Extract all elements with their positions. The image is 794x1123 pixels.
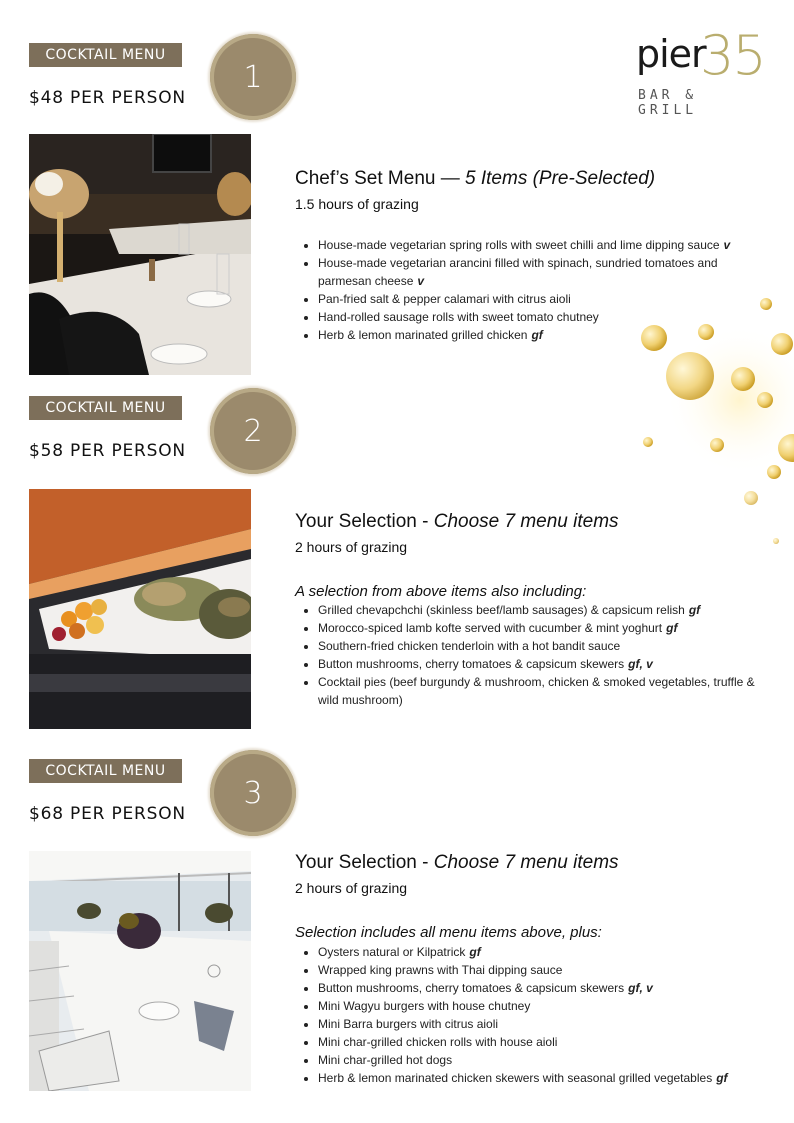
list-item: • Cocktail pies (beef burgundy & mushroom, chicken & smoked vegetables, truffle & wild mushroom): [318, 673, 778, 709]
list-item: • House-made vegetarian arancini filled with spinach, sundried tomatoes and parmesan cheese v: [318, 254, 758, 290]
list-item: • Button mushrooms, cherry tomatoes & capsicum skewers gf, v: [318, 655, 778, 673]
heading-text: Your Selection -: [295, 852, 434, 873]
logo-wordmark: pier: [636, 32, 706, 76]
restaurant-dining-photo: [29, 134, 251, 375]
heading-emphasis: Choose 7 menu items: [433, 511, 619, 532]
cocktail-menu-tag-3: COCKTAIL MENU: [29, 759, 182, 783]
list-item: • Southern-fried chicken tenderloin with a hot bandit sauce: [318, 637, 778, 655]
dietary-label: gf: [531, 328, 543, 342]
dietary-label: v: [417, 274, 425, 288]
dietary-label: v: [723, 238, 731, 252]
list-item: • Mini Wagyu burgers with house chutney: [318, 997, 778, 1015]
menu-item-list-1: [300, 236, 758, 344]
dietary-label: gf, v: [628, 981, 653, 995]
grazing-duration-2: 2 hours of grazing: [295, 539, 408, 555]
price-1: $48 PER PERSON: [29, 88, 186, 108]
list-item: • Herb & lemon marinated chicken skewers with seasonal grilled vegetables gf: [318, 1069, 778, 1087]
menu-number-badge-3: 3: [210, 750, 296, 836]
pier35-logo: [636, 24, 766, 118]
menu-item-list-3: [300, 943, 778, 1087]
list-item: • Mini Barra burgers with citrus aioli: [318, 1015, 778, 1033]
list-item: • Grilled chevapchchi (skinless beef/lamb sausages) & capsicum relish gf: [318, 601, 778, 619]
cocktail-menu-tag-2: COCKTAIL MENU: [29, 396, 182, 420]
heading-text: Chef’s Set Menu —: [295, 168, 466, 189]
menu-number-badge-2: 2: [210, 388, 296, 474]
logo-number: 35: [700, 24, 765, 87]
logo-subtitle: BAR & GRILL: [638, 88, 698, 118]
list-item: • Morocco-spiced lamb kofte served with cucumber & mint yoghurt gf: [318, 619, 778, 637]
list-item: • Wrapped king prawns with Thai dipping sauce: [318, 961, 778, 979]
heading-text: Your Selection -: [295, 511, 434, 532]
section-3-heading: [295, 852, 619, 874]
selection-intro-2: A selection from above items also including:: [295, 583, 587, 600]
grazing-duration-1: 1.5 hours of grazing: [295, 196, 419, 212]
menu-number-badge-1: 1: [210, 34, 296, 120]
dietary-label: gf: [688, 603, 701, 617]
list-item: • House-made vegetarian spring rolls with sweet chilli and lime dipping sauce v: [318, 236, 758, 254]
marquee-banquet-photo: [29, 851, 251, 1091]
list-item: • Hand-rolled sausage rolls with sweet tomato chutney: [318, 308, 758, 326]
list-item: • Herb & lemon marinated grilled chicken gf: [318, 326, 758, 344]
dietary-label: gf, v: [628, 657, 653, 671]
dietary-label: gf: [666, 621, 678, 635]
cocktail-menu-tag-1: COCKTAIL MENU: [29, 43, 182, 67]
dietary-label: gf: [469, 945, 481, 959]
grazing-duration-3: 2 hours of grazing: [295, 880, 408, 896]
list-item: • Mini char-grilled hot dogs: [318, 1051, 778, 1069]
list-item: • Mini char-grilled chicken rolls with house aioli: [318, 1033, 778, 1051]
price-3: $68 PER PERSON: [29, 804, 186, 824]
heading-emphasis: 5 Items (Pre-Selected): [465, 168, 656, 189]
selection-intro-3: Selection includes all menu items above, plus:: [295, 924, 602, 941]
section-1-heading: [295, 168, 655, 190]
dietary-label: gf: [716, 1071, 728, 1085]
buffet-platters-photo: [29, 489, 251, 729]
list-item: • Pan-fried salt & pepper calamari with citrus aioli: [318, 290, 758, 308]
heading-emphasis: Choose 7 menu items: [433, 852, 619, 873]
section-2-heading: [295, 511, 619, 533]
list-item: • Oysters natural or Kilpatrick gf: [318, 943, 778, 961]
list-item: • Button mushrooms, cherry tomatoes & capsicum skewers gf, v: [318, 979, 778, 997]
menu-item-list-2: [300, 601, 778, 709]
price-2: $58 PER PERSON: [29, 441, 186, 461]
